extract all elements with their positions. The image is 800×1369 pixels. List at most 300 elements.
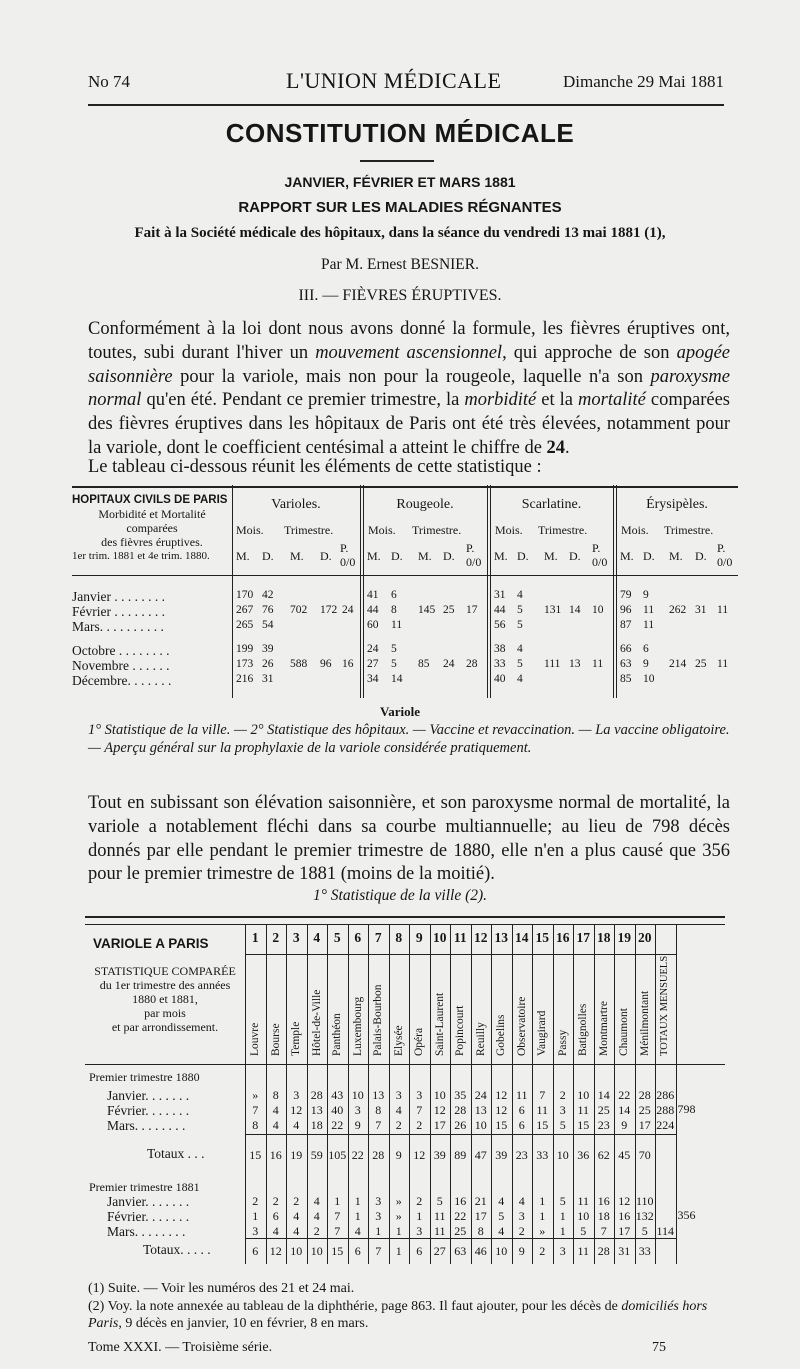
- arrondissement-name: Luxembourg: [351, 996, 364, 1056]
- table2-cell: 7: [334, 1224, 341, 1238]
- table2-title: VARIOLE A PARIS: [93, 936, 209, 951]
- table2-cell: 8: [272, 1088, 279, 1102]
- total-cell: 10: [290, 1244, 303, 1258]
- table1-cell: 79: [620, 589, 632, 601]
- table2-cell: 15: [536, 1118, 549, 1132]
- table2-cell: 10: [433, 1088, 446, 1102]
- table1-row-label: Mars. . . . . . . . . .: [72, 619, 164, 634]
- table2-cell: 3: [559, 1103, 566, 1117]
- total-cell: 59: [310, 1148, 323, 1162]
- table2-cell: 16: [618, 1209, 631, 1223]
- table2-top-rule: [85, 916, 725, 918]
- table2-cell: 10: [577, 1209, 590, 1223]
- group-rougeole: Rougeole.: [396, 497, 454, 512]
- table1-cell: 16: [342, 658, 354, 670]
- table2-cell: 2: [416, 1118, 423, 1132]
- table-variole-paris: [85, 924, 725, 1264]
- table-eruptive-fevers: HOPITAUX CIVILS DE PARIS Morbidité et Mortalité comparées des fièvres éruptives. 1er trim. 1881 et 4e trim. 1880. Varioles. Rougeole. Scarlatine. Érysipèles. Mois. Trimestre. Mois. Trimestre. Mois. Trimestre. Mois. Trimestre. M. D. M. D. P. 0/0 M. D. M. D. P. 0/0 M. D. M. D. P. 0/0 M. D. M. D. P. 0/0 Janvier . . . . . . . . 170 42 41 6 31 4 79 9 Février . . . . . . . . 267 76 702 172 24 44 8 145 25 17 44 5 131 14 10 96 11 262 31 11 Mars. . . . . . . . . . 265 54 60 11 56 5 87 11 Octobre . . . . . . . . 199 39 24 5 38 4 66 6 Novembre . . . . . . 173 26 588 96 16 27 5 85 24 28 33 5 111 13 11 63 9 214 25 11 Décembre. . . . . . . 216 31 34 14 40 4 85 10: [72, 485, 738, 698]
- table2-cell: 4: [518, 1194, 525, 1208]
- table1-cell: 6: [391, 589, 397, 601]
- table1-cell: 38: [494, 643, 506, 655]
- arrondissement-name: Opéra: [413, 1027, 425, 1056]
- total-cell: 36: [577, 1148, 590, 1162]
- table1-cell: 5: [517, 604, 523, 616]
- table2-cell: 114: [656, 1224, 675, 1238]
- footer-tome: Tome XXXI. — Troisième série.: [88, 1340, 273, 1355]
- table1-cell: 262: [669, 604, 687, 616]
- table2-cell: 110: [635, 1194, 654, 1208]
- table2-column-line: [676, 924, 677, 1264]
- arrondissement-number: 4: [313, 930, 321, 945]
- table1-cell: 24: [342, 604, 354, 616]
- table1-row-label: Novembre . . . . . .: [72, 658, 170, 673]
- table2-cell: 25: [638, 1103, 651, 1117]
- table2-cell: 4: [293, 1209, 300, 1223]
- total-cell: 31: [618, 1244, 631, 1258]
- table1-cell: 5: [391, 658, 397, 670]
- total-cell: 23: [515, 1148, 528, 1162]
- group-scarlatine: Scarlatine.: [521, 497, 582, 512]
- table1-cell: 76: [262, 604, 274, 616]
- arrondissement-number: 2: [272, 930, 280, 945]
- table1-cell: 5: [517, 619, 523, 631]
- table2-cell: 12: [495, 1103, 508, 1117]
- arrondissement-number: 15: [535, 930, 549, 945]
- table1-cell: 85: [620, 673, 632, 685]
- table1-cell: 265: [236, 619, 254, 631]
- arrondissement-number: 14: [515, 930, 529, 945]
- period-subtitle: JANVIER, FÉVRIER ET MARS 1881: [284, 174, 516, 190]
- total-cell: 7: [375, 1244, 382, 1258]
- table1-cell: 11: [643, 619, 655, 631]
- table1-cell: 42: [262, 589, 274, 601]
- table2-cell: 5: [641, 1224, 648, 1238]
- table1-corner: HOPITAUX CIVILS DE PARIS Morbidité et Mortalité comparées des fièvres éruptives. 1er trim. 1881 et 4e trim. 1880.: [72, 494, 228, 562]
- arrondissement-number: 16: [556, 930, 570, 945]
- arrondissement-name: Saint-Laurent: [433, 992, 446, 1056]
- table2-cell: 1: [334, 1194, 341, 1208]
- table2-cell: 1: [416, 1209, 423, 1223]
- table2-cell: 3: [416, 1224, 423, 1238]
- total-cell: 33: [536, 1148, 549, 1162]
- table1-cell: 131: [544, 604, 562, 616]
- arrondissement-name: Observatoire: [515, 996, 528, 1056]
- table2-cell: 11: [433, 1224, 446, 1238]
- table1-cell: 85: [418, 658, 430, 670]
- table2-cell: 10: [474, 1118, 487, 1132]
- table1-cell: 4: [517, 673, 523, 685]
- table2-cell: 2: [293, 1194, 300, 1208]
- table1-cell: 31: [494, 589, 506, 601]
- total-cell: 15: [331, 1244, 344, 1258]
- grand-total-1881: 356: [677, 1208, 696, 1222]
- table1-cell: 9: [643, 589, 649, 601]
- table1-cell: 96: [620, 604, 632, 616]
- variole-summary: 1° Statistique de la ville. — 2° Statistique des hôpitaux. — Vaccine et revaccination. — La vaccine obligatoire. — Aperçu général sur la prophylaxie de la variole considérée pratiquement.: [88, 722, 730, 756]
- table1-cell: 173: [236, 658, 254, 670]
- total-cell: 70: [638, 1148, 651, 1162]
- table2-cell: 1: [252, 1209, 259, 1223]
- table2-cell: 28: [638, 1088, 651, 1102]
- table2-cell: 2: [395, 1118, 402, 1132]
- table2-cell: 4: [293, 1118, 300, 1132]
- table1-cell: 11: [643, 604, 655, 616]
- table2-cell: 22: [618, 1088, 631, 1102]
- table1-cell: 14: [569, 604, 581, 616]
- table2-cell: 18: [597, 1209, 610, 1223]
- total-cell: 2: [539, 1244, 546, 1258]
- total-cell: 105: [328, 1148, 347, 1162]
- table1-cell: 10: [592, 604, 604, 616]
- table2-cell: 11: [536, 1103, 549, 1117]
- table1-cell: 145: [418, 604, 436, 616]
- table2-cell: 16: [597, 1194, 610, 1208]
- table2-cell: 4: [293, 1224, 300, 1238]
- total-cell: 63: [454, 1244, 467, 1258]
- total-cell: 1: [395, 1244, 402, 1258]
- table1-cell: 199: [236, 643, 254, 655]
- table1-cell: 25: [443, 604, 455, 616]
- table1-cell: 60: [367, 619, 379, 631]
- table2-cell: 2: [559, 1088, 566, 1102]
- total-cell: 10: [310, 1244, 323, 1258]
- table1-cell: 170: [236, 589, 254, 601]
- table2-cell: 13: [474, 1103, 487, 1117]
- table2-cell: 14: [597, 1088, 610, 1102]
- footnote-1: (1) Suite. — Voir les numéros des 21 et 24 mai.: [88, 1281, 355, 1296]
- totals-1880-label: Totaux . . .: [147, 1146, 205, 1161]
- table2-cell: 14: [618, 1103, 631, 1117]
- total-cell: 10: [556, 1148, 569, 1162]
- table1-row-label: Octobre . . . . . . . .: [72, 643, 170, 658]
- arrondissement-number: 11: [453, 930, 467, 945]
- table2-cell: 3: [416, 1088, 423, 1102]
- arrondissement-name: Chaumont: [618, 1008, 630, 1056]
- section-heading: III. — FIÈVRES ÉRUPTIVES.: [298, 287, 502, 304]
- table2-cell: 4: [272, 1118, 279, 1132]
- group-erysipele: Érysipèles.: [646, 497, 708, 512]
- table1-cell: 44: [494, 604, 506, 616]
- table2-cell: 17: [433, 1118, 446, 1132]
- table1-cell: 8: [391, 604, 397, 616]
- table1-cell: 13: [569, 658, 581, 670]
- table2-cell: 1: [539, 1209, 546, 1223]
- table1-cell: 34: [367, 673, 379, 685]
- table1-cell: 14: [391, 673, 403, 685]
- table2-sub-rule: [245, 1134, 676, 1135]
- arrondissement-name: Palais-Bourbon: [372, 984, 384, 1056]
- group-variole: Varioles.: [271, 497, 321, 512]
- totals-1881-label: Totaux. . . . .: [143, 1242, 211, 1257]
- table1-cell: 56: [494, 619, 506, 631]
- table2-row-label: Mars. . . . . . . .: [107, 1118, 186, 1133]
- arrondissement-number: 10: [433, 930, 447, 945]
- table2-cell: 2: [272, 1194, 279, 1208]
- table2-header-rule: [85, 924, 725, 925]
- arrondissement-name: Batignolles: [577, 1003, 589, 1056]
- table2-row-label: Février. . . . . . .: [107, 1103, 190, 1118]
- table2-cell: 7: [416, 1103, 423, 1117]
- total-cell: 22: [351, 1148, 364, 1162]
- grand-total-1880: 798: [677, 1102, 696, 1116]
- table1-cell: 702: [290, 604, 308, 616]
- table2-num-rule: [245, 954, 676, 955]
- table2-cell: 24: [474, 1088, 487, 1102]
- arrondissement-name: Popincourt: [454, 1005, 466, 1056]
- table2-cell: 35: [454, 1088, 467, 1102]
- table1-cell: 172: [320, 604, 338, 616]
- table2-cell: 6: [518, 1103, 525, 1117]
- total-cell: 16: [269, 1148, 282, 1162]
- arrondissement-name: Hôtel-de-Ville: [310, 989, 323, 1056]
- table2-cell: 1: [395, 1224, 402, 1238]
- table1-row-label: Février . . . . . . . .: [72, 604, 165, 619]
- table2-cell: 9: [354, 1118, 361, 1132]
- table1-cell: 40: [494, 673, 506, 685]
- arrondissement-number: 1: [251, 930, 259, 945]
- arrondissement-name: Louvre: [249, 1022, 261, 1056]
- total-cell: 33: [638, 1244, 651, 1258]
- total-cell: 39: [495, 1148, 508, 1162]
- arrondissement-number: 6: [354, 930, 362, 945]
- table2-cell: 15: [577, 1118, 590, 1132]
- table1-cell: 66: [620, 643, 632, 655]
- table2-cell: 4: [272, 1103, 279, 1117]
- arrondissement-name: Vaugirard: [536, 1010, 548, 1056]
- table1-cell: 11: [592, 658, 604, 670]
- total-cell: 11: [577, 1244, 590, 1258]
- table2-cell: 22: [331, 1118, 344, 1132]
- table2-cell: 4: [498, 1224, 505, 1238]
- variole-heading: Variole: [380, 704, 420, 719]
- table2-cell: 1: [354, 1194, 361, 1208]
- journal-name: L'UNION MÉDICALE: [286, 68, 502, 93]
- arrondissement-name: Temple: [290, 1021, 302, 1056]
- table2-cell: 7: [252, 1103, 259, 1117]
- sub-statistique: 1° Statistique de la ville (2).: [312, 887, 488, 904]
- table2-cell: 6: [272, 1209, 279, 1223]
- author-line: Par M. Ernest BESNIER.: [320, 256, 479, 273]
- arrondissement-number: 18: [597, 930, 611, 945]
- table2-cell: 4: [395, 1103, 402, 1117]
- table2-cell: 3: [252, 1224, 259, 1238]
- table1-cell: 9: [643, 658, 649, 670]
- total-cell: 6: [416, 1244, 423, 1258]
- table2-cell: 21: [474, 1194, 487, 1208]
- total-cell: 27: [433, 1244, 446, 1258]
- table2-cell: 4: [498, 1194, 505, 1208]
- table2-cell: 2: [518, 1224, 525, 1238]
- table2-cell: 3: [375, 1209, 382, 1223]
- table2-cell: 3: [375, 1194, 382, 1208]
- table1-cell: 17: [466, 604, 478, 616]
- table2-cell: 25: [454, 1224, 467, 1238]
- paragraph-variole: Tout en subissant son élévation saisonnière, et son paroxysme normal de mortalité, la variole a notablement fléchi dans sa courbe multiannuelle; au lieu de 798 décès donnés par elle pendant le premier trimestre de 1880, elle n'en a plus causé que 356 pour le premier trimestre de 1881 (moins de la moitié).: [88, 793, 730, 885]
- footer-page: 75: [652, 1340, 666, 1355]
- total-cell: 15: [249, 1148, 262, 1162]
- table2-row-label: Février. . . . . . .: [107, 1209, 190, 1224]
- table2-description: STATISTIQUE COMPARÉE du 1er trimestre des années 1880 et 1881, par mois et par arrondissement.: [94, 964, 236, 1034]
- table2-cell: 7: [539, 1088, 546, 1102]
- total-cell: 28: [372, 1148, 385, 1162]
- table2-cell: 8: [252, 1118, 259, 1132]
- arrondissement-number: 7: [374, 930, 382, 945]
- total-cell: 12: [413, 1148, 426, 1162]
- table1-cell: 25: [695, 658, 707, 670]
- table2-cell: 5: [559, 1118, 566, 1132]
- table1-row-label: Décembre. . . . . . .: [72, 673, 172, 688]
- table2-cell: 286: [656, 1088, 675, 1102]
- paragraph-table-intro: Le tableau ci-dessous réunit les éléments de cette statistique :: [88, 457, 542, 477]
- table2-cell: 1: [354, 1209, 361, 1223]
- table2-cell: 22: [454, 1209, 467, 1223]
- table2-cell: 1: [375, 1224, 382, 1238]
- arrondissement-name: Montmartre: [597, 1001, 610, 1056]
- table2-cell: 288: [656, 1103, 675, 1117]
- table2-row-label: Janvier. . . . . . .: [107, 1088, 190, 1103]
- table1-cell: 11: [717, 658, 729, 670]
- table1-cell: 41: [367, 589, 379, 601]
- arrondissement-name: Passy: [556, 1029, 569, 1056]
- table2-cell: »: [395, 1194, 402, 1208]
- table1-cell: 24: [443, 658, 455, 670]
- table1-cell: 87: [620, 619, 632, 631]
- table2-cell: 3: [518, 1209, 525, 1223]
- table2-body-rule: [85, 1064, 725, 1065]
- table2-cell: 17: [638, 1118, 651, 1132]
- table2-cell: 17: [474, 1209, 487, 1223]
- table2-cell: 2: [313, 1224, 320, 1238]
- total-cell: 62: [597, 1148, 610, 1162]
- table2-cell: 11: [433, 1209, 446, 1223]
- table2-cell: 6: [518, 1118, 525, 1132]
- table2-cell: 10: [577, 1088, 590, 1102]
- arrondissement-name: Gobelins: [495, 1014, 507, 1056]
- table2-cell: 4: [313, 1209, 320, 1223]
- table1-cell: 31: [262, 673, 274, 685]
- arrondissement-number: 3: [292, 930, 300, 945]
- arrondissement-number: 9: [415, 930, 423, 945]
- table2-cell: 9: [621, 1118, 628, 1132]
- table2-cell: 7: [375, 1118, 382, 1132]
- table2-cell: 26: [454, 1118, 467, 1132]
- table2-cell: 224: [656, 1118, 675, 1132]
- period-1881: Premier trimestre 1881: [89, 1180, 200, 1194]
- arrondissement-number: 12: [474, 930, 488, 945]
- table2-cell: 43: [331, 1088, 344, 1102]
- table1-cell: 27: [367, 658, 379, 670]
- total-cell: 9: [518, 1244, 525, 1258]
- table2-cell: »: [252, 1088, 259, 1102]
- table2-cell: 2: [252, 1194, 259, 1208]
- arrondissement-name: Ménilmontant: [638, 990, 651, 1056]
- table1-cell: 24: [367, 643, 379, 655]
- table2-cell: 15: [495, 1118, 508, 1132]
- table2-cell: 5: [580, 1224, 587, 1238]
- total-cell: 89: [454, 1148, 467, 1162]
- table2-cell: 12: [290, 1103, 303, 1117]
- table2-sub-rule: [245, 1238, 676, 1239]
- table2-cell: 1: [559, 1209, 566, 1223]
- paragraph-intro: Conformément à la loi dont nous avons donné la formule, les fièvres éruptives ont, toutes, subi durant l'hiver un mouvement ascensionnel, qui approche de son apogée saisonnière pour la variole, mais non pour la rougeole, laquelle n'a son paroxysme normal qu'en été. Pendant ce premier trimestre, la morbidité et la mortalité comparées des fièvres éruptives dans les hôpitaux de Paris ont été très élevées, notamment pour la variole, dont le coefficient centésimal a atteint le chiffre de 24.: [88, 319, 730, 458]
- table2-cell: 11: [577, 1194, 590, 1208]
- total-cell: 39: [433, 1148, 446, 1162]
- total-header: TOTAUX MENSUELS: [659, 955, 670, 1056]
- arrondissement-number: 13: [494, 930, 508, 945]
- table1-cell: 33: [494, 658, 506, 670]
- table2-cell: 17: [618, 1224, 631, 1238]
- table2-cell: 3: [395, 1088, 402, 1102]
- total-cell: 3: [559, 1244, 566, 1258]
- table1-cell: 31: [695, 604, 707, 616]
- table1-row-label: Janvier . . . . . . . .: [72, 589, 165, 604]
- arrondissement-number: 20: [638, 930, 652, 945]
- table2-cell: 5: [559, 1194, 566, 1208]
- table1-cell: 28: [466, 658, 478, 670]
- table2-cell: 23: [597, 1118, 610, 1132]
- table1-cell: 39: [262, 643, 274, 655]
- table1-cell: 4: [517, 643, 523, 655]
- table2-cell: 25: [597, 1103, 610, 1117]
- report-title: RAPPORT SUR LES MALADIES RÉGNANTES: [238, 199, 562, 216]
- table1-cell: 63: [620, 658, 632, 670]
- total-cell: 28: [597, 1244, 610, 1258]
- table1-cell: 267: [236, 604, 254, 616]
- table2-cell: 132: [635, 1209, 654, 1223]
- table2-cell: 28: [310, 1088, 323, 1102]
- table1-cell: 10: [643, 673, 655, 685]
- header-rule: [88, 104, 724, 106]
- footnote-2: (2) Voy. la note annexée au tableau de la diphthérie, page 863. Il faut ajouter, pour les décès de domiciliés hors Paris, 9 décès en janvier, 10 en février, 8 en mars.: [88, 1299, 708, 1331]
- table2-cell: »: [539, 1224, 546, 1238]
- table2-cell: 40: [331, 1103, 344, 1117]
- table1-cell: 216: [236, 673, 254, 685]
- total-cell: 6: [252, 1244, 259, 1258]
- table2-cell: 8: [375, 1103, 382, 1117]
- table2-cell: 12: [618, 1194, 631, 1208]
- table1-cell: 11: [717, 604, 729, 616]
- page-title: CONSTITUTION MÉDICALE: [225, 118, 575, 148]
- table2-cell: 10: [351, 1088, 364, 1102]
- table2-cell: 7: [600, 1224, 607, 1238]
- arrondissement-name: Panthéon: [331, 1013, 343, 1056]
- arrondissement-number: 17: [576, 930, 590, 945]
- table1-cell: 111: [544, 658, 561, 670]
- arrondissement-number: 5: [333, 930, 341, 945]
- title-rule: [360, 160, 434, 162]
- table2-cell: 2: [416, 1194, 423, 1208]
- table2-cell: 7: [334, 1209, 341, 1223]
- total-cell: 46: [474, 1244, 487, 1258]
- table1-cell: 44: [367, 604, 379, 616]
- total-cell: 9: [395, 1148, 402, 1162]
- table2-cell: 1: [539, 1194, 546, 1208]
- table1-cell: 54: [262, 619, 274, 631]
- total-cell: 10: [495, 1244, 508, 1258]
- table2-cell: 16: [454, 1194, 467, 1208]
- running-header: [88, 68, 724, 96]
- arrondissement-number: 19: [617, 930, 631, 945]
- table1-cell: 5: [391, 643, 397, 655]
- table2-row-label: Janvier. . . . . . .: [107, 1194, 190, 1209]
- table2-cell: 11: [577, 1103, 590, 1117]
- table2-cell: 8: [477, 1224, 484, 1238]
- table1-cell: 6: [643, 643, 649, 655]
- total-cell: 12: [269, 1244, 282, 1258]
- table1-cell: 588: [290, 658, 308, 670]
- arrondissement-name: Bourse: [269, 1023, 282, 1056]
- table2-cell: 1: [559, 1224, 566, 1238]
